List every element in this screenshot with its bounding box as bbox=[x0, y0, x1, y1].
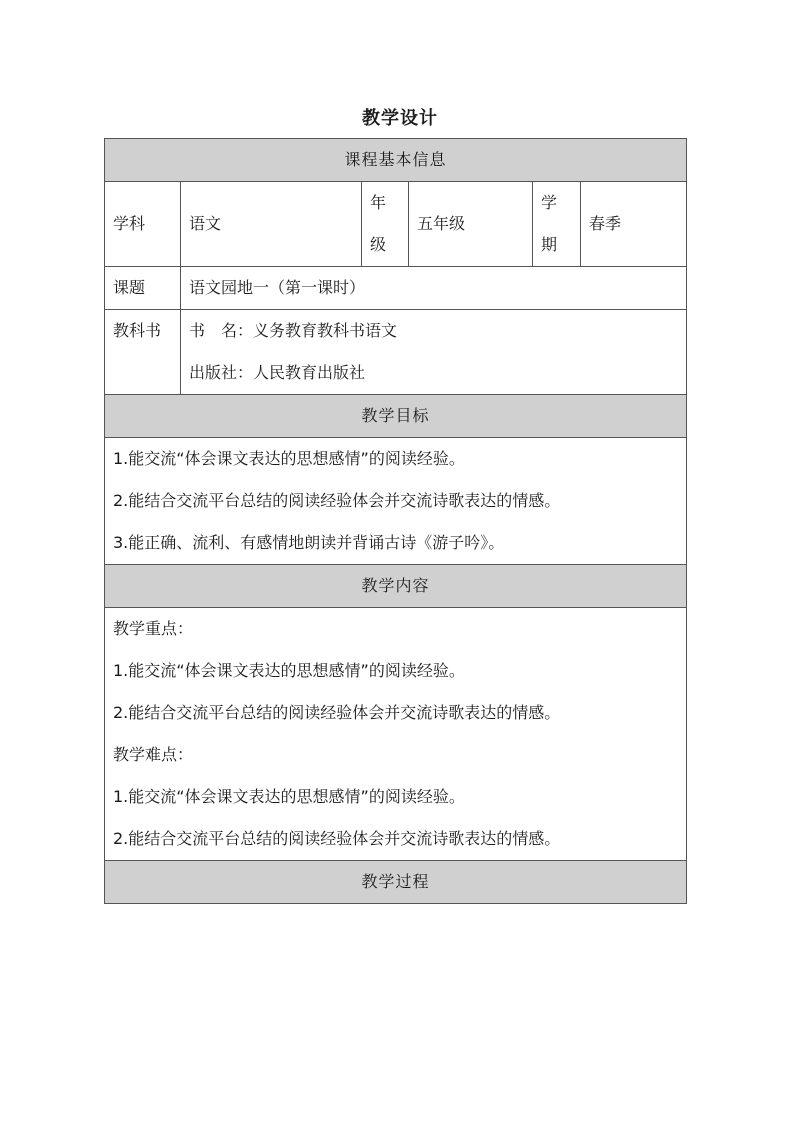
objectives-list bbox=[105, 438, 687, 565]
objective-item: 2.能结合交流平台总结的阅读经验体会并交流诗歌表达的情感。 bbox=[113, 491, 561, 510]
key-point-item: 1.能交流“体会课文表达的思想感情”的阅读经验。 bbox=[113, 661, 465, 680]
objectives-row bbox=[105, 438, 687, 565]
textbook-info bbox=[181, 310, 687, 395]
difficult-point-item: 2.能结合交流平台总结的阅读经验体会并交流诗歌表达的情感。 bbox=[113, 829, 561, 848]
difficult-points-label: 教学难点： bbox=[113, 745, 194, 764]
content-list bbox=[105, 608, 687, 861]
section-header-row bbox=[105, 395, 687, 438]
grade-label bbox=[362, 182, 409, 267]
section-header-row bbox=[105, 139, 687, 182]
textbook-publisher: 出版社：人民教育出版社 bbox=[189, 363, 366, 382]
term-label bbox=[533, 182, 581, 267]
topic-row bbox=[105, 267, 687, 310]
section-header-row bbox=[105, 861, 687, 904]
section-basic-info: 课程基本信息 bbox=[105, 139, 687, 182]
objective-item: 1.能交流“体会课文表达的思想感情”的阅读经验。 bbox=[113, 449, 465, 468]
grade-label-line-1: 年 bbox=[370, 193, 387, 212]
term-label-line-2: 期 bbox=[541, 235, 558, 254]
textbook-row bbox=[105, 310, 687, 395]
content-row bbox=[105, 608, 687, 861]
section-header-row bbox=[105, 565, 687, 608]
document-title: 教学设计 bbox=[362, 108, 438, 129]
topic-value: 语文园地一（第一课时） bbox=[181, 267, 687, 310]
topic-label: 课题 bbox=[105, 267, 181, 310]
textbook-name: 书 名：义务教育教科书语文 bbox=[189, 321, 398, 340]
textbook-label: 教科书 bbox=[105, 310, 181, 395]
key-points-label: 教学重点： bbox=[113, 619, 194, 638]
term-label-line-1: 学 bbox=[541, 193, 558, 212]
key-point-item: 2.能结合交流平台总结的阅读经验体会并交流诗歌表达的情感。 bbox=[113, 703, 561, 722]
lesson-plan-table bbox=[104, 138, 687, 904]
grade-value: 五年级 bbox=[409, 182, 533, 267]
subject-label: 学科 bbox=[105, 182, 181, 267]
difficult-point-item: 1.能交流“体会课文表达的思想感情”的阅读经验。 bbox=[113, 787, 465, 806]
term-value: 春季 bbox=[581, 182, 687, 267]
section-process: 教学过程 bbox=[105, 861, 687, 904]
objective-item: 3.能正确、流利、有感情地朗读并背诵古诗《游子吟》。 bbox=[113, 533, 505, 552]
subject-grade-term-row bbox=[105, 182, 687, 267]
subject-value: 语文 bbox=[181, 182, 362, 267]
section-objectives: 教学目标 bbox=[105, 395, 687, 438]
grade-label-line-2: 级 bbox=[370, 235, 387, 254]
section-content: 教学内容 bbox=[105, 565, 687, 608]
